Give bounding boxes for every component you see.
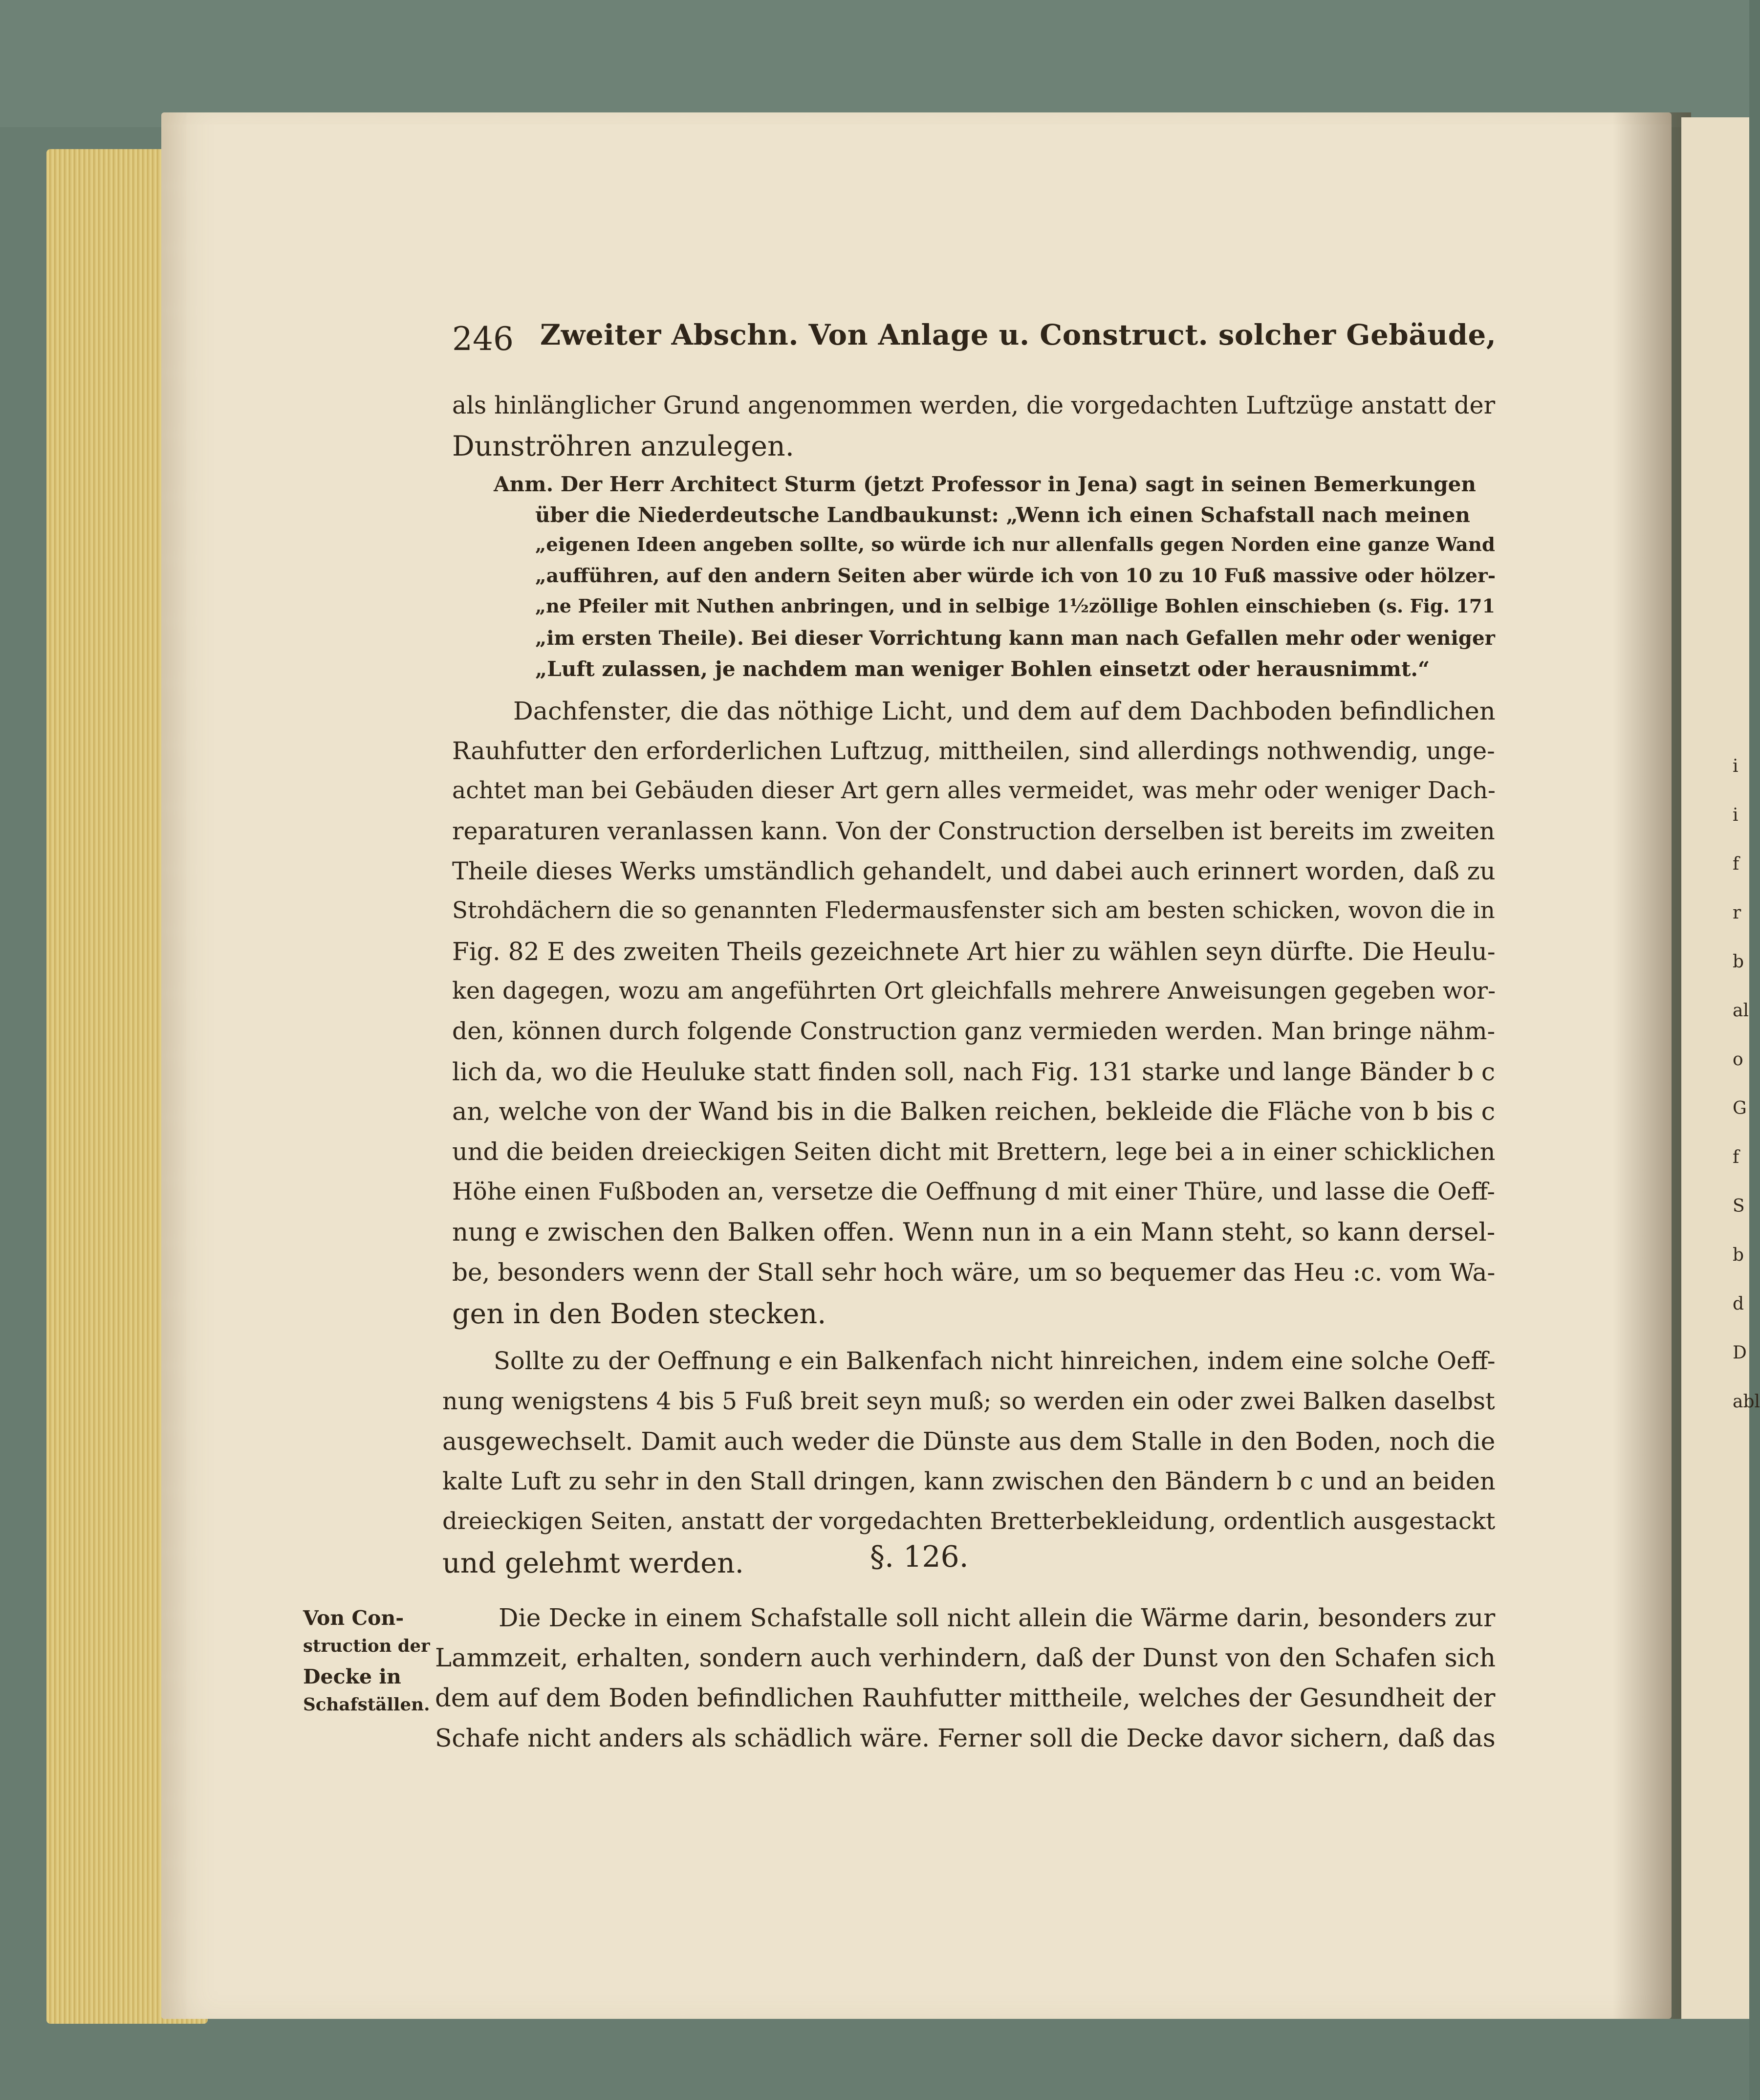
text-line: Rauhfutter den erforderlichen Luftzug, mittheilen, sind allerdings nothwendig, unge- — [452, 737, 1495, 765]
annotation-line: „im ersten Theile). Bei dieser Vorrichtung kann man nach Gefallen mehr oder weniger — [535, 626, 1495, 650]
marginal-line: Decke in — [303, 1665, 401, 1688]
text-line: achtet man bei Gebäuden dieser Art gern alles vermeidet, was mehr oder weniger Dach- — [452, 777, 1496, 804]
text-line: Schafe nicht anders als schädlich wäre. Ferner soll die Decke davor sichern, daß das — [435, 1724, 1496, 1752]
text-line: Sollte zu der Oeffnung e ein Balkenfach nicht hinreichen, indem eine solche Oeff- — [494, 1347, 1496, 1375]
text-line: kalte Luft zu sehr in den Stall dringen, kann zwischen den Bändern b c und an beiden — [442, 1467, 1496, 1495]
section-number: §. 126. — [870, 1540, 969, 1574]
text-line: nung wenigstens 4 bis 5 Fuß breit seyn muß; so werden ein oder zwei Balken daselbst — [442, 1387, 1495, 1415]
text-line: als hinlänglicher Grund angenommen werden, die vorgedachten Luftzüge anstatt der — [452, 391, 1496, 419]
fragment: i — [1733, 756, 1738, 776]
fragment: S — [1733, 1196, 1745, 1216]
text-line: lich da, wo die Heuluke statt finden soll, nach Fig. 131 starke und lange Bänder b c — [452, 1057, 1496, 1086]
text-line: ken dagegen, wozu am angeführten Ort gleichfalls mehrere Anweisungen gegeben wor- — [452, 978, 1496, 1005]
fragment: G — [1733, 1098, 1747, 1118]
fragment: D — [1733, 1343, 1747, 1363]
fragment: b — [1733, 952, 1744, 972]
text-line: reparaturen veranlassen kann. Von der Construction derselben ist bereits im zweiten — [452, 817, 1495, 845]
fragment: r — [1733, 903, 1741, 923]
text-line: Lammzeit, erhalten, sondern auch verhindern, daß der Dunst von den Schafen sich — [435, 1643, 1496, 1673]
fragment: d — [1733, 1294, 1744, 1314]
marginal-line: struction der — [303, 1636, 430, 1656]
text-line: be, besonders wenn der Stall sehr hoch wäre, um so bequemer das Heu :c. vom Wa- — [452, 1258, 1496, 1287]
text-line: ausgewechselt. Damit auch weder die Dünste aus dem Stalle in den Boden, noch die — [442, 1427, 1496, 1456]
text-line: dreieckigen Seiten, anstatt der vorgedachten Bretterbekleidung, ordentlich ausgestackt — [442, 1508, 1496, 1535]
fragment: al — [1733, 1001, 1749, 1021]
page-header — [452, 318, 1497, 379]
text-line: nung e zwischen den Balken offen. Wenn nun in a ein Mann steht, so kann dersel- — [452, 1218, 1496, 1247]
fragment: i — [1733, 805, 1738, 825]
text-line: und die beiden dreieckigen Seiten dicht mit Brettern, lege bei a in einer schicklichen — [452, 1138, 1496, 1166]
running-head: Zweiter Abschn. Von Anlage u. Construct. solcher Gebäude, — [540, 318, 1497, 351]
annotation-line: „eigenen Ideen angeben sollte, so würde ich nur allenfalls gegen Norden eine ganze Wand — [535, 534, 1495, 556]
background-board-top — [0, 0, 1749, 127]
text-line: Theile dieses Werks umständlich gehandelt, und dabei auch erinnert worden, daß zu — [452, 857, 1496, 885]
annotation-line: über die Niederdeutsche Landbaukunst: „Wenn ich einen Schafstall nach meinen — [535, 503, 1470, 527]
text-line: an, welche von der Wand bis in die Balken reichen, bekleide die Fläche von b bis c — [452, 1097, 1496, 1126]
text-line: Die Decke in einem Schafstalle soll nicht allein die Wärme darin, besonders zur — [499, 1603, 1496, 1632]
marginal-line: Schafställen. — [303, 1695, 430, 1715]
fragment: b — [1733, 1245, 1744, 1265]
text-line: Fig. 82 E des zweiten Theils gezeichnete Art hier zu wählen seyn dürfte. Die Heulu- — [452, 937, 1496, 966]
fragment: f — [1733, 854, 1739, 874]
text-line: Höhe einen Fußboden an, versetze die Oeffnung d mit einer Thüre, und lasse die Oeff- — [452, 1178, 1495, 1205]
text-line: gen in den Boden stecken. — [452, 1298, 826, 1330]
fragment: abl — [1733, 1392, 1760, 1412]
text-line: und gelehmt werden. — [442, 1547, 744, 1579]
text-line: Strohdächern die so genannten Fledermausfenster sich am besten schicken, wovon die in — [452, 897, 1495, 924]
annotation-line: Anm. Der Herr Architect Sturm (jetzt Professor in Jena) sagt in seinen Bemerkungen — [494, 472, 1476, 496]
page-number: 246 — [452, 320, 514, 358]
fragment: o — [1733, 1050, 1743, 1070]
annotation-line: „Luft zulassen, je nachdem man weniger Bohlen einsetzt oder herausnimmt.“ — [535, 657, 1430, 681]
text-line: Dachfenster, die das nöthige Licht, und dem auf dem Dachboden befindlichen — [513, 697, 1496, 725]
fragment: f — [1733, 1147, 1739, 1167]
text-line: dem auf dem Boden befindlichen Rauhfutter mittheile, welches der Gesundheit der — [435, 1684, 1496, 1713]
annotation-line: „ne Pfeiler mit Nuthen anbringen, und in selbige 1½zöllige Bohlen einschieben (s. Fig. 171 — [535, 595, 1496, 617]
annotation-line: „aufführen, auf den andern Seiten aber würde ich von 10 zu 10 Fuß massive oder hölzer- — [535, 565, 1496, 587]
marginal-line: Von Con- — [303, 1606, 404, 1630]
text-line: den, können durch folgende Construction ganz vermieden werden. Man bringe nähm- — [452, 1017, 1496, 1045]
text-line: Dunströhren anzulegen. — [452, 430, 794, 462]
next-page-fragments — [1733, 756, 1760, 1442]
gutter-shadow — [1613, 112, 1691, 2019]
